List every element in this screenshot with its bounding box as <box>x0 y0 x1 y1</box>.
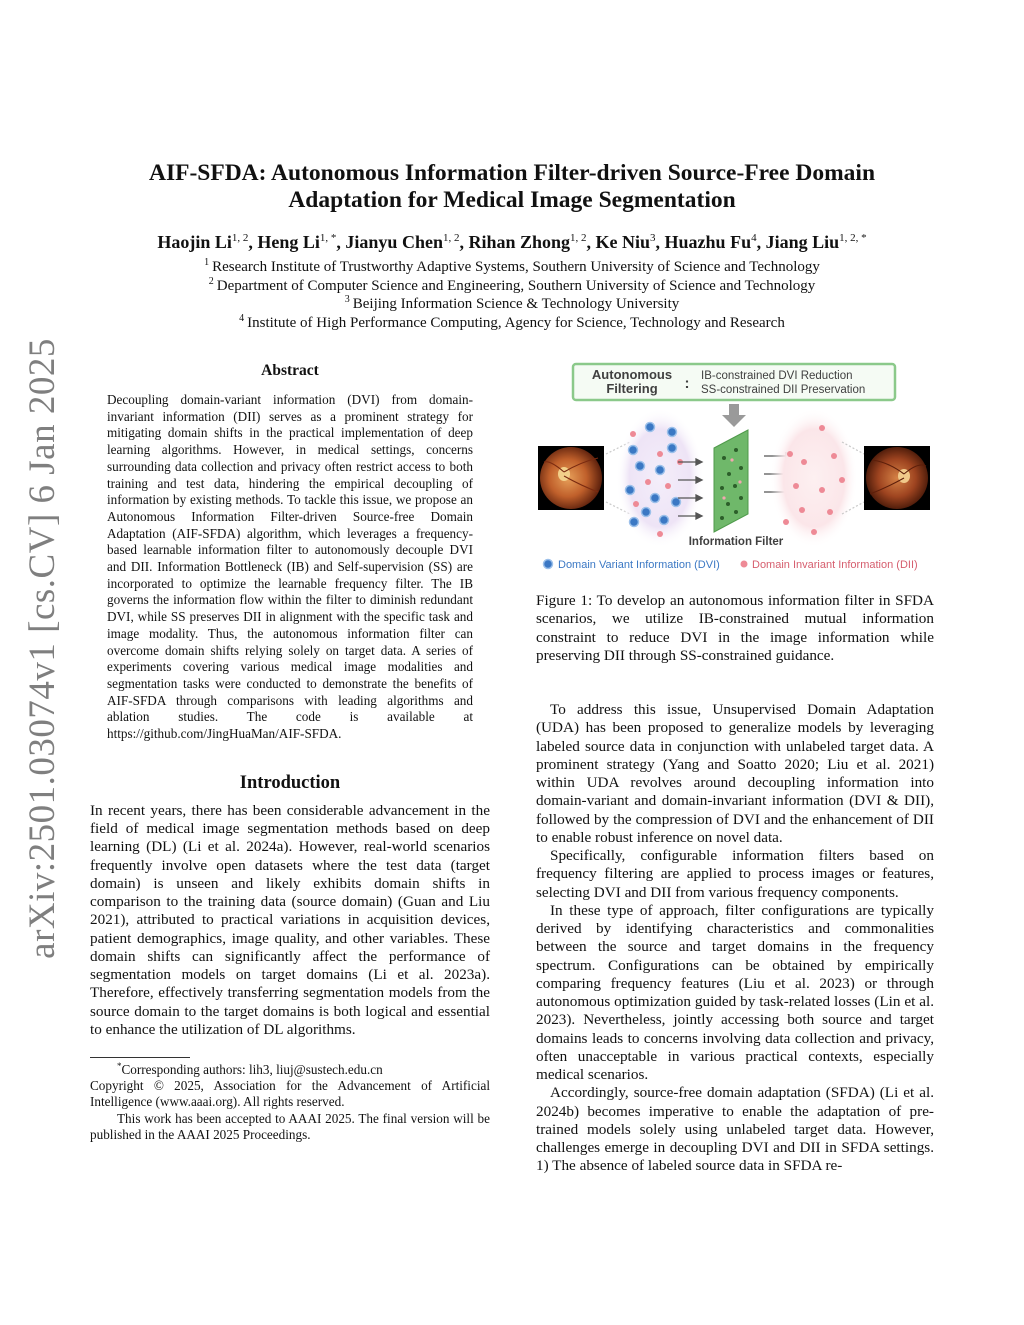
author: Ke Niu$^3$, <box>595 232 665 252</box>
author: Heng $Li^{1, *}$, <box>257 232 346 252</box>
right-column <box>536 362 934 1176</box>
introduction-heading: Introduction <box>239 772 341 793</box>
legend-dii-label: Domain Invariant Information (DII) <box>752 559 918 571</box>
figure-1-caption: Figure 1: To develop an autonomous information filter in SFDA scenarios, we utilize IB-constrained mutual information constraint to reduce DVI in the image information while preserving DII through SS-constrained guidance. <box>536 592 934 664</box>
author: Haojin Li$^{1, 2}$, <box>157 232 258 252</box>
title-line-1: AIF-SFDA: Autonomous Information Filter-driven Source-Free Domain <box>148 160 876 186</box>
left-column <box>90 362 490 1143</box>
abstract-text: Decoupling domain-variant information (DVI) from domain-invariant information (DII) serves as a prominent strategy for mitigating domain shifts in the practical implementation of deep learning algorithms. However, in medical settings, concerns surrounding data collection and privacy often restrict access to both training and test data, hindering the empirical decoupling of information by existing methods. To tackle this issue, we propose an Autonomous Information Filter-driven Source-free Domain Adaptation (AIF-SFDA) algorithm, which leverages a frequency-based learnable information filter to autonomously decouple DVI and DII. Information Bottleneck (IB) and Self-supervision (SS) are incorporated to optimize the learnable frequency filter. The IB governs the information flow within the filter to diminish redundant DVI, while SS preserves DII in alignment with the specific task and image modality. Thus, the autonomous information filter can overcome domain shifts relying solely on target data. A series of experiments covering various medical image modalities and segmentation tasks were conducted to demonstrate the benefits of AIF-SFDA through comparisons with leading algorithms and ablation studies. The code is available at https://github.com/JingHuaMan/AIF-SFDA. <box>107 392 473 742</box>
footnote-copyright: Copyright © 2025, Association for the Advancement of Artificial Intelligence (www.aaai.org). All rights reserved. <box>90 1078 490 1110</box>
paragraph: In these type of approach, filter configurations are typically derived by identifying characteristics and commonalities between the source and target domains in the frequency spectrum. Configurations can be obtained by empirically comparing frequency features (Liu et al. 2023) or through autonomous optimization guided by task-related losses (Lin et al. 2023). Nevertheless, jointly accessing both source and target domains leads to concerns involving data collection and privacy, often unacceptable in various practical contexts, especially medical scenarios. <box>536 901 934 1083</box>
legend-dvi-marker <box>544 560 553 569</box>
figure-1 <box>536 362 934 578</box>
legend-dii-marker <box>741 561 748 568</box>
affiliation: $^2$ Department of Computer Science and Engineering, Southern University of Science and Technology <box>208 275 816 294</box>
affiliation: $^1$ Research Institute of Trustworthy Adaptive Systems, Southern University of Science and Technology <box>204 257 820 275</box>
arxiv-identifier-text: arXiv:2501.03074v1 [cs.CV] 6 Jan 2025 <box>21 337 63 959</box>
box-colon: : <box>684 375 690 392</box>
box-right-line-1: IB-constrained DVI Reduction <box>701 370 853 382</box>
box-left-line-2: Filtering <box>606 381 658 396</box>
footnotes <box>90 1062 490 1143</box>
author: Rihan Zhong$^{1, 2}$, <box>468 232 596 252</box>
author: Jianyu Chen$^{1, 2}$, <box>345 232 469 252</box>
information-filter <box>714 430 748 532</box>
author: Huazhu Fu$^4$, <box>664 232 766 252</box>
introduction-body <box>90 802 490 1039</box>
target-fundus-image <box>864 446 930 510</box>
box-left-line-1: Autonomous <box>591 367 673 382</box>
abstract-heading: Abstract <box>261 362 319 379</box>
affiliation: $^3$ Beijing Information Science & Technology University <box>344 294 680 313</box>
paper-title <box>90 160 934 214</box>
right-column-body <box>536 701 934 1176</box>
paragraph: In recent years, there has been considerable advancement in the field of medical image segmentation methods based on deep learning (DL) (Li et al. 2024a). However, real-world scenarios frequently involve open datasets where the test data (target domain) is unseen and likely exhibits domain shifts in comparison to the training data (source domain) (Guan and Liu 2021), attributed to practical variations in acquisition devices, patient demographics, image quality, and other variables. These domain shifts can significantly affect the performance of segmentation models on target domains (Li et al. 2023a). Therefore, effectively transferring segmentation models from the source domain to the target domains is both logical and essential to enhance the utilization of DL algorithms. <box>90 801 490 1038</box>
author: Jiang Liu$^{1, 2, *}$ <box>765 232 867 252</box>
box-right-line-2: SS-constrained DII Preservation <box>701 384 866 396</box>
arxiv-identifier <box>14 337 70 959</box>
mixed-information-cloud <box>616 408 704 548</box>
paragraph: To address this issue, Unsupervised Domain Adaptation (UDA) has been proposed to generalize models by leveraging labeled source data in conjunction with unlabeled target data. A prominent strategy (Yang and Soatto 2020; Liu et al. 2021) within UDA revolves around decoupling information into domain-variant and domain-invariant information (DVI & DII), followed by the compression of DVI and the enhancement of DII to enable robust inference on novel data. <box>536 701 934 846</box>
legend-dvi-label: Domain Variant Information (DVI) <box>558 559 720 571</box>
title-line-2: Adaptation for Medical Image Segmentation <box>288 187 736 213</box>
affiliation: $^4$ Institute of High Performance Computing, Agency for Science, Technology and Research <box>239 312 785 331</box>
figure-1-diagram <box>536 362 934 578</box>
author-list <box>60 230 964 254</box>
source-fundus-image <box>538 446 604 510</box>
affiliation-list <box>60 258 964 332</box>
footnote-rule <box>90 1057 190 1058</box>
paragraph: Specifically, configurable information filters based on frequency filtering are applied to process images or features, selecting DVI and DII from various frequency components. <box>536 847 934 901</box>
down-arrow-icon <box>722 404 746 427</box>
footnote-corresponding: *Corresponding authors: lih3, liuj@sustech.edu.cn <box>117 1061 383 1078</box>
invariant-information-cloud <box>770 408 858 548</box>
filter-label: Information Filter <box>688 536 784 548</box>
paragraph: Accordingly, source-free domain adaptation (SFDA) (Li et al. 2024b) becomes imperative to enable the adaptation of pre-trained models solely using unlabeled target data. However, challenges emerge in decoupling DVI and DII in SFDA settings. 1) The absence of labeled source data in SFDA re- <box>536 1084 934 1175</box>
footnote-accepted: This work has been accepted to AAAI 2025. The final version will be published in the AAAI 2025 Proceedings. <box>90 1110 490 1142</box>
